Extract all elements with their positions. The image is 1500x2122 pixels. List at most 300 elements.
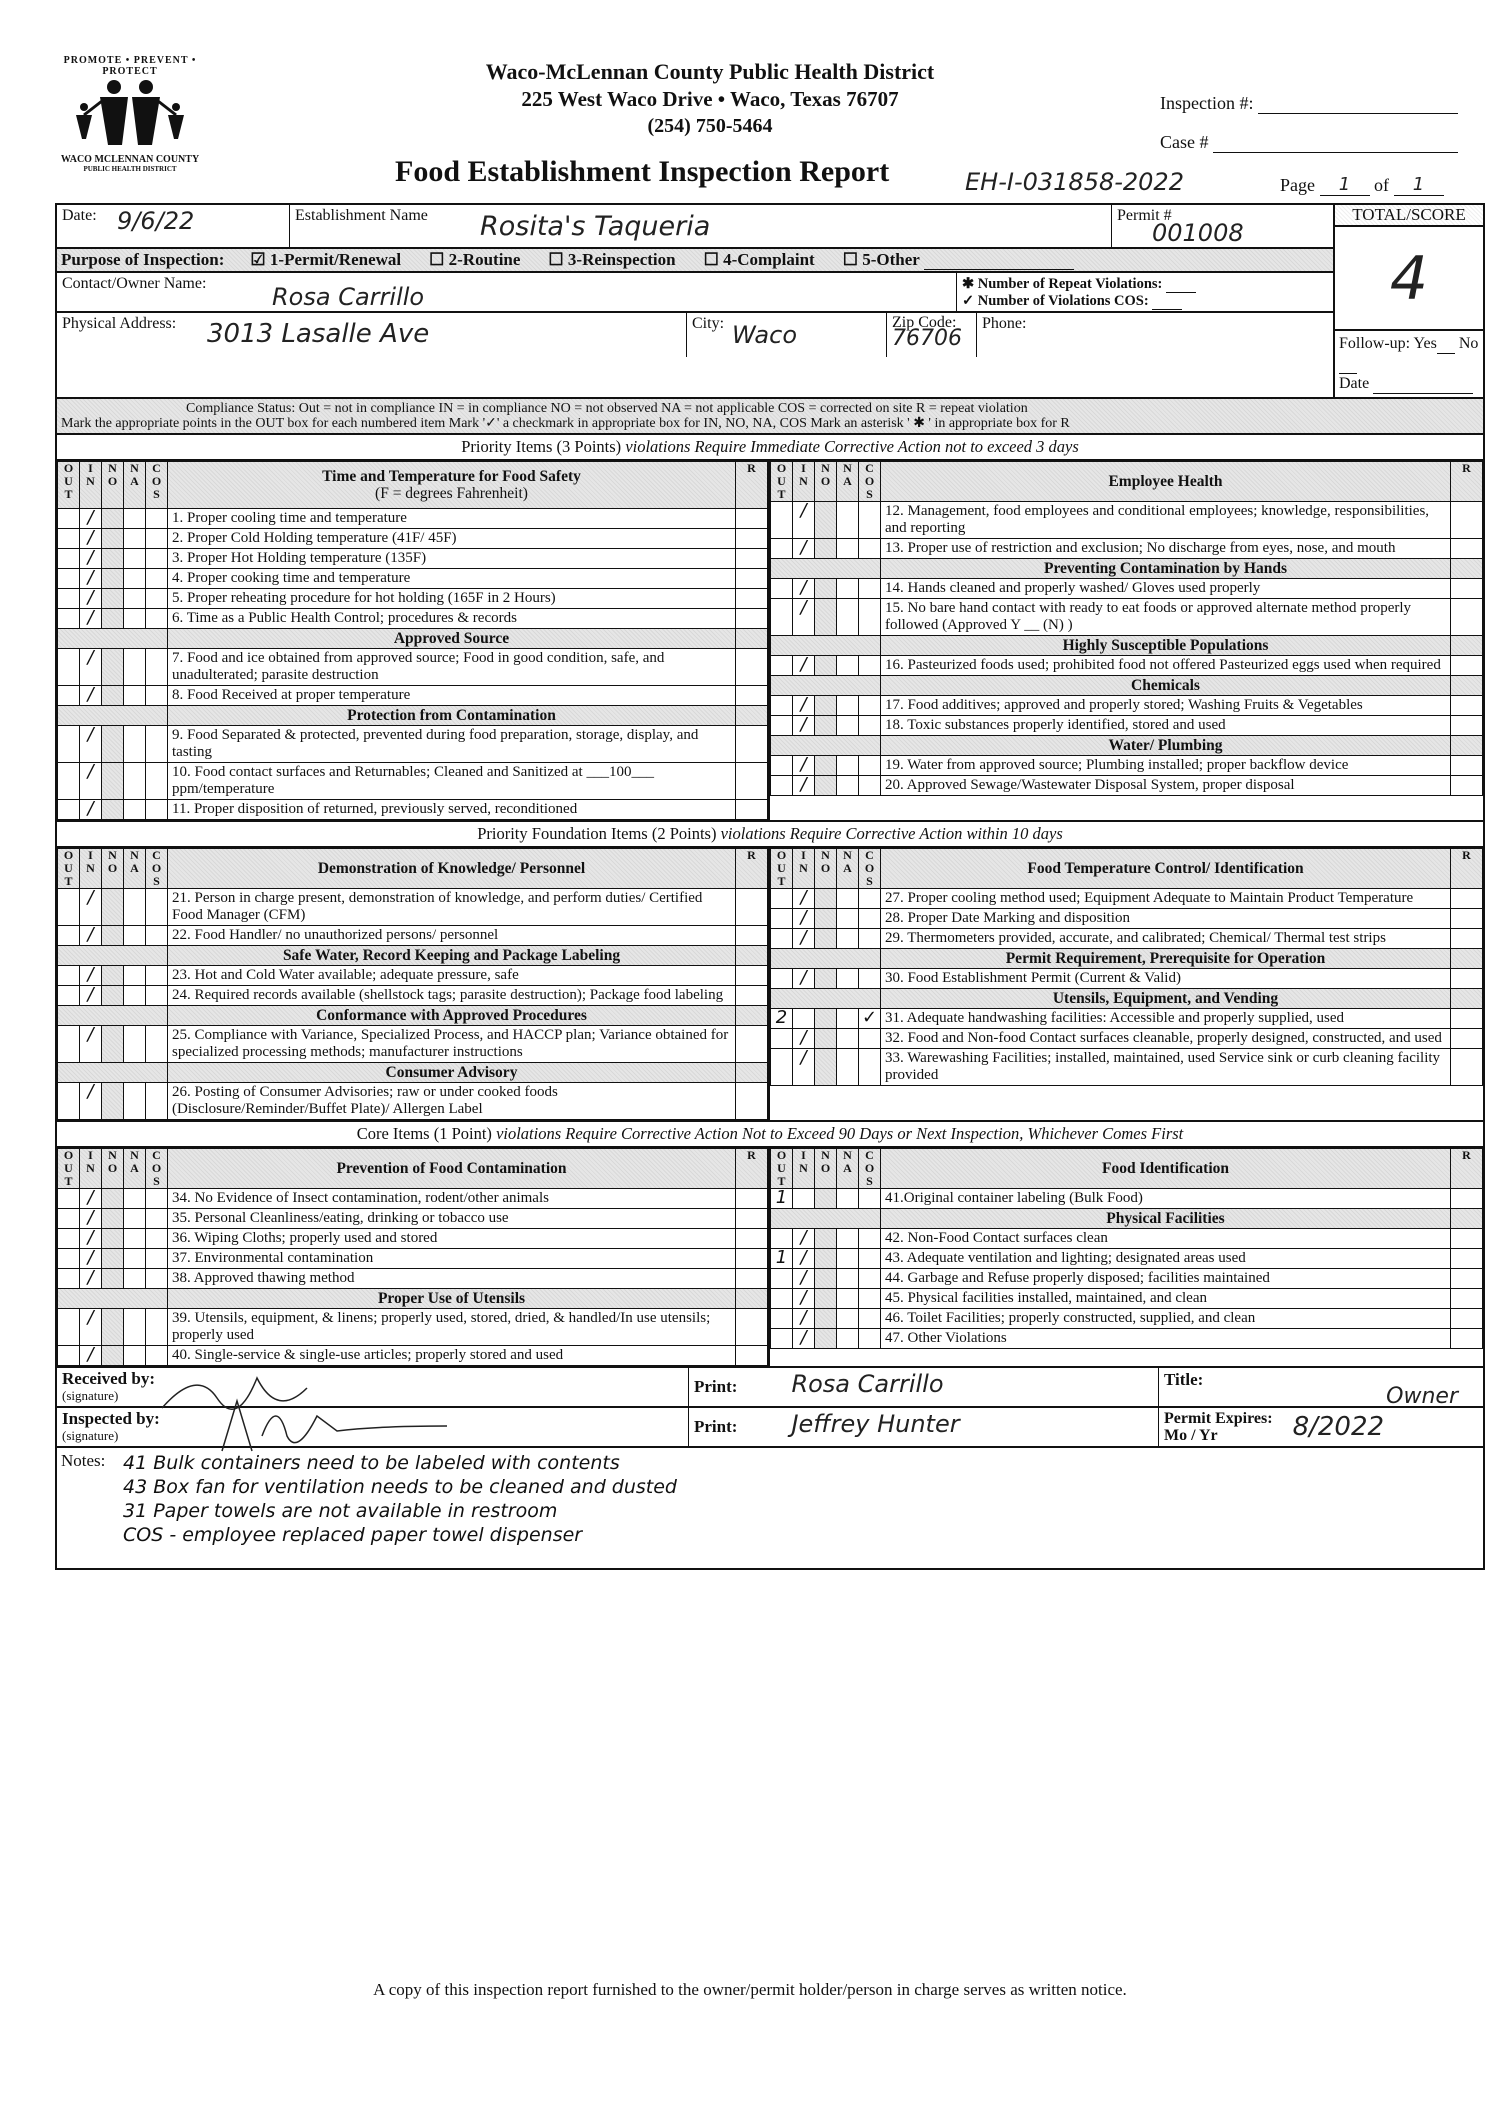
no-cell[interactable] — [815, 579, 837, 599]
na-cell[interactable] — [124, 1026, 146, 1063]
cos-cell[interactable] — [146, 1026, 168, 1063]
repeat-cell[interactable] — [1451, 889, 1483, 909]
no-cell[interactable] — [815, 969, 837, 989]
out-cell[interactable] — [58, 1189, 80, 1209]
out-cell[interactable] — [771, 502, 793, 539]
cos-cell[interactable] — [146, 966, 168, 986]
cos-cell[interactable] — [146, 1249, 168, 1269]
repeat-cell[interactable] — [736, 986, 768, 1006]
out-cell[interactable]: 1 — [771, 1189, 793, 1209]
out-cell[interactable] — [771, 1029, 793, 1049]
in-cell[interactable]: / — [793, 656, 815, 676]
repeat-cell[interactable] — [1451, 1189, 1483, 1209]
no-cell[interactable] — [102, 1249, 124, 1269]
na-cell[interactable] — [124, 726, 146, 763]
cos-cell[interactable] — [146, 1269, 168, 1289]
physical-address-field[interactable] — [57, 313, 687, 357]
in-cell[interactable]: / — [793, 1309, 815, 1329]
na-cell[interactable] — [837, 756, 859, 776]
no-cell[interactable] — [815, 1009, 837, 1029]
out-cell[interactable] — [58, 589, 80, 609]
out-cell[interactable] — [771, 579, 793, 599]
na-cell[interactable] — [837, 929, 859, 949]
in-cell[interactable] — [793, 1189, 815, 1209]
na-cell[interactable] — [124, 889, 146, 926]
no-cell[interactable] — [815, 716, 837, 736]
na-cell[interactable] — [837, 599, 859, 636]
out-cell[interactable] — [58, 609, 80, 629]
repeat-cell[interactable] — [1451, 776, 1483, 796]
cos-cell[interactable] — [859, 599, 881, 636]
checkbox-icon[interactable]: ☐ — [842, 250, 858, 269]
na-cell[interactable] — [837, 656, 859, 676]
no-cell[interactable] — [102, 726, 124, 763]
repeat-cell[interactable] — [1451, 1049, 1483, 1086]
cos-cell[interactable] — [146, 569, 168, 589]
in-cell[interactable]: / — [80, 1189, 102, 1209]
in-cell[interactable]: / — [793, 1229, 815, 1249]
in-cell[interactable]: / — [80, 926, 102, 946]
no-cell[interactable] — [102, 649, 124, 686]
no-cell[interactable] — [815, 539, 837, 559]
no-cell[interactable] — [102, 1269, 124, 1289]
permit-number-field[interactable] — [1112, 205, 1333, 247]
na-cell[interactable] — [837, 909, 859, 929]
follow-up-no[interactable]: No — [1458, 335, 1479, 352]
no-cell[interactable] — [102, 1309, 124, 1346]
cos-cell[interactable] — [859, 969, 881, 989]
repeat-cell[interactable] — [736, 1209, 768, 1229]
title-field[interactable] — [1159, 1368, 1483, 1409]
in-cell[interactable]: / — [793, 539, 815, 559]
out-cell[interactable] — [58, 686, 80, 706]
in-cell[interactable]: / — [793, 1049, 815, 1086]
out-cell[interactable] — [58, 763, 80, 800]
cos-cell[interactable] — [859, 1049, 881, 1086]
cos-cell[interactable] — [859, 1189, 881, 1209]
cos-cell[interactable] — [859, 929, 881, 949]
no-cell[interactable] — [102, 986, 124, 1006]
out-cell[interactable]: 1 — [771, 1249, 793, 1269]
checkbox-icon[interactable]: ☐ — [429, 250, 445, 269]
follow-up-yes[interactable]: Yes — [1413, 335, 1437, 352]
in-cell[interactable]: / — [793, 579, 815, 599]
permit-expires-field[interactable] — [1159, 1408, 1483, 1446]
no-cell[interactable] — [102, 549, 124, 569]
zip-code-field[interactable] — [887, 313, 977, 357]
repeat-cell[interactable] — [1451, 539, 1483, 559]
na-cell[interactable] — [837, 1189, 859, 1209]
cos-cell[interactable] — [859, 756, 881, 776]
no-cell[interactable] — [815, 889, 837, 909]
cos-cell[interactable] — [859, 776, 881, 796]
repeat-cell[interactable] — [736, 926, 768, 946]
na-cell[interactable] — [124, 1309, 146, 1346]
in-cell[interactable]: / — [793, 1289, 815, 1309]
cos-cell[interactable] — [146, 609, 168, 629]
cos-cell[interactable] — [859, 1229, 881, 1249]
cos-cell[interactable] — [146, 589, 168, 609]
repeat-cell[interactable] — [1451, 1329, 1483, 1349]
na-cell[interactable] — [124, 1249, 146, 1269]
checkbox-checked-icon[interactable]: ☑ — [250, 250, 266, 269]
repeat-cell[interactable] — [736, 966, 768, 986]
out-cell[interactable] — [58, 1269, 80, 1289]
no-cell[interactable] — [815, 696, 837, 716]
cos-cell[interactable] — [146, 529, 168, 549]
out-cell[interactable] — [58, 509, 80, 529]
in-cell[interactable]: / — [80, 509, 102, 529]
cos-cell[interactable] — [859, 716, 881, 736]
out-cell[interactable] — [771, 696, 793, 716]
na-cell[interactable] — [124, 1083, 146, 1120]
repeat-cell[interactable] — [1451, 1249, 1483, 1269]
cos-cell[interactable] — [146, 986, 168, 1006]
out-cell[interactable] — [58, 1346, 80, 1366]
no-cell[interactable] — [815, 656, 837, 676]
repeat-cell[interactable] — [1451, 1229, 1483, 1249]
in-cell[interactable]: / — [80, 1083, 102, 1120]
no-cell[interactable] — [102, 889, 124, 926]
out-cell[interactable] — [58, 529, 80, 549]
purpose-option-routine[interactable] — [429, 250, 520, 270]
na-cell[interactable] — [837, 539, 859, 559]
in-cell[interactable]: / — [793, 909, 815, 929]
out-cell[interactable] — [58, 986, 80, 1006]
cos-cell[interactable] — [859, 889, 881, 909]
out-cell[interactable] — [58, 1026, 80, 1063]
no-cell[interactable] — [102, 686, 124, 706]
na-cell[interactable] — [124, 1346, 146, 1366]
na-cell[interactable] — [837, 969, 859, 989]
cos-cell[interactable] — [859, 909, 881, 929]
in-cell[interactable]: / — [80, 889, 102, 926]
no-cell[interactable] — [815, 1049, 837, 1086]
na-cell[interactable] — [837, 1229, 859, 1249]
cos-cell[interactable] — [146, 889, 168, 926]
repeat-cell[interactable] — [736, 569, 768, 589]
cos-cell[interactable] — [146, 686, 168, 706]
cos-cell[interactable] — [859, 1269, 881, 1289]
cos-cell[interactable] — [146, 1209, 168, 1229]
in-cell[interactable]: / — [793, 929, 815, 949]
cos-cell[interactable] — [859, 1289, 881, 1309]
no-cell[interactable] — [102, 926, 124, 946]
na-cell[interactable] — [837, 1309, 859, 1329]
repeat-cell[interactable] — [736, 509, 768, 529]
out-cell[interactable] — [771, 756, 793, 776]
out-cell[interactable] — [58, 800, 80, 820]
out-cell[interactable] — [771, 1049, 793, 1086]
purpose-option-reinspection[interactable] — [548, 250, 675, 270]
in-cell[interactable]: / — [80, 609, 102, 629]
no-cell[interactable] — [102, 1346, 124, 1366]
no-cell[interactable] — [815, 1229, 837, 1249]
cos-cell[interactable] — [146, 726, 168, 763]
na-cell[interactable] — [124, 1269, 146, 1289]
in-cell[interactable]: / — [793, 716, 815, 736]
repeat-cell[interactable] — [736, 1249, 768, 1269]
no-cell[interactable] — [102, 1026, 124, 1063]
in-cell[interactable]: / — [80, 800, 102, 820]
repeat-cell[interactable] — [736, 1229, 768, 1249]
repeat-cell[interactable] — [736, 686, 768, 706]
no-cell[interactable] — [815, 1329, 837, 1349]
repeat-cell[interactable] — [1451, 1269, 1483, 1289]
out-cell[interactable] — [58, 649, 80, 686]
in-cell[interactable]: / — [80, 529, 102, 549]
repeat-cell[interactable] — [1451, 1029, 1483, 1049]
repeat-cell[interactable] — [736, 800, 768, 820]
cos-cell[interactable] — [859, 1249, 881, 1269]
out-cell[interactable] — [771, 929, 793, 949]
establishment-name-field[interactable] — [290, 205, 1112, 247]
na-cell[interactable] — [124, 509, 146, 529]
no-cell[interactable] — [102, 1229, 124, 1249]
no-cell[interactable] — [815, 776, 837, 796]
cos-cell[interactable] — [146, 1309, 168, 1346]
out-cell[interactable] — [58, 726, 80, 763]
in-cell[interactable]: / — [80, 1026, 102, 1063]
na-cell[interactable] — [124, 763, 146, 800]
na-cell[interactable] — [837, 889, 859, 909]
repeat-cell[interactable] — [1451, 656, 1483, 676]
in-cell[interactable]: / — [80, 1309, 102, 1346]
out-cell[interactable] — [58, 889, 80, 926]
no-cell[interactable] — [815, 1289, 837, 1309]
repeat-cell[interactable] — [1451, 1309, 1483, 1329]
in-cell[interactable]: / — [793, 889, 815, 909]
repeat-cell[interactable] — [1451, 969, 1483, 989]
na-cell[interactable] — [124, 589, 146, 609]
out-cell[interactable] — [771, 889, 793, 909]
out-cell[interactable] — [58, 1249, 80, 1269]
in-cell[interactable]: / — [793, 1269, 815, 1289]
repeat-cell[interactable] — [736, 1269, 768, 1289]
cos-cell[interactable] — [859, 656, 881, 676]
checkbox-icon[interactable]: ☐ — [703, 250, 719, 269]
na-cell[interactable] — [837, 776, 859, 796]
na-cell[interactable] — [124, 1209, 146, 1229]
cos-cell[interactable] — [146, 926, 168, 946]
repeat-cell[interactable] — [736, 1083, 768, 1120]
cos-cell[interactable] — [146, 649, 168, 686]
inspected-by-print[interactable] — [689, 1408, 1159, 1446]
repeat-cell[interactable] — [736, 649, 768, 686]
cos-cell[interactable]: ✓ — [859, 1009, 881, 1029]
in-cell[interactable]: / — [80, 1229, 102, 1249]
cos-cell[interactable] — [859, 1309, 881, 1329]
na-cell[interactable] — [837, 1289, 859, 1309]
out-cell[interactable]: 2 — [771, 1009, 793, 1029]
in-cell[interactable]: / — [793, 1029, 815, 1049]
follow-up-date-field[interactable] — [1373, 393, 1473, 394]
no-cell[interactable] — [102, 1083, 124, 1120]
purpose-option-permit-renewal[interactable] — [250, 250, 401, 270]
na-cell[interactable] — [124, 686, 146, 706]
repeat-cell[interactable] — [1451, 929, 1483, 949]
cos-cell[interactable] — [146, 509, 168, 529]
na-cell[interactable] — [837, 716, 859, 736]
notes-section[interactable] — [57, 1448, 1483, 1568]
repeat-cell[interactable] — [1451, 716, 1483, 736]
repeat-cell[interactable] — [736, 1189, 768, 1209]
cos-cell[interactable] — [859, 1029, 881, 1049]
na-cell[interactable] — [837, 1329, 859, 1349]
na-cell[interactable] — [124, 569, 146, 589]
phone-field[interactable] — [977, 313, 1177, 357]
cos-cell[interactable] — [859, 1329, 881, 1349]
repeat-cell[interactable] — [1451, 696, 1483, 716]
na-cell[interactable] — [124, 1229, 146, 1249]
no-cell[interactable] — [102, 763, 124, 800]
na-cell[interactable] — [837, 1009, 859, 1029]
cos-cell[interactable] — [146, 800, 168, 820]
out-cell[interactable] — [58, 1209, 80, 1229]
repeat-cell[interactable] — [1451, 502, 1483, 539]
na-cell[interactable] — [837, 1249, 859, 1269]
in-cell[interactable]: / — [80, 1209, 102, 1229]
repeat-cell[interactable] — [736, 763, 768, 800]
na-cell[interactable] — [837, 1269, 859, 1289]
na-cell[interactable] — [124, 609, 146, 629]
out-cell[interactable] — [771, 1289, 793, 1309]
date-field[interactable] — [57, 205, 290, 247]
cos-cell[interactable] — [146, 1189, 168, 1209]
cos-cell[interactable] — [859, 502, 881, 539]
in-cell[interactable]: / — [80, 986, 102, 1006]
no-cell[interactable] — [102, 800, 124, 820]
na-cell[interactable] — [124, 800, 146, 820]
no-cell[interactable] — [102, 569, 124, 589]
na-cell[interactable] — [124, 986, 146, 1006]
na-cell[interactable] — [837, 1029, 859, 1049]
repeat-cell[interactable] — [736, 1309, 768, 1346]
repeat-cell[interactable] — [736, 1026, 768, 1063]
repeat-cell[interactable] — [736, 529, 768, 549]
received-by-print[interactable] — [689, 1368, 1159, 1406]
na-cell[interactable] — [124, 549, 146, 569]
in-cell[interactable]: / — [793, 502, 815, 539]
repeat-cell[interactable] — [736, 609, 768, 629]
repeat-cell[interactable] — [1451, 579, 1483, 599]
out-cell[interactable] — [771, 656, 793, 676]
in-cell[interactable]: / — [80, 686, 102, 706]
in-cell[interactable]: / — [80, 549, 102, 569]
repeat-cell[interactable] — [1451, 756, 1483, 776]
cos-cell[interactable] — [859, 539, 881, 559]
in-cell[interactable]: / — [80, 1346, 102, 1366]
repeat-cell[interactable] — [1451, 1009, 1483, 1029]
no-cell[interactable] — [102, 529, 124, 549]
cos-cell[interactable] — [859, 579, 881, 599]
cos-cell[interactable] — [146, 549, 168, 569]
repeat-cell[interactable] — [736, 1346, 768, 1366]
contact-owner-field[interactable] — [57, 273, 957, 311]
cos-cell[interactable] — [146, 763, 168, 800]
in-cell[interactable]: / — [793, 696, 815, 716]
out-cell[interactable] — [58, 549, 80, 569]
no-cell[interactable] — [102, 1189, 124, 1209]
in-cell[interactable]: / — [80, 1269, 102, 1289]
repeat-cell[interactable] — [736, 589, 768, 609]
in-cell[interactable]: / — [80, 649, 102, 686]
out-cell[interactable] — [58, 569, 80, 589]
na-cell[interactable] — [124, 966, 146, 986]
repeat-cell[interactable] — [736, 726, 768, 763]
purpose-option-complaint[interactable] — [704, 250, 815, 270]
in-cell[interactable] — [793, 1009, 815, 1029]
no-cell[interactable] — [815, 1249, 837, 1269]
out-cell[interactable] — [771, 776, 793, 796]
out-cell[interactable] — [58, 926, 80, 946]
case-number-field[interactable] — [1213, 135, 1458, 153]
out-cell[interactable] — [771, 1309, 793, 1329]
repeat-cell[interactable] — [1451, 1289, 1483, 1309]
in-cell[interactable]: / — [793, 1329, 815, 1349]
na-cell[interactable] — [124, 649, 146, 686]
na-cell[interactable] — [837, 696, 859, 716]
in-cell[interactable]: / — [80, 589, 102, 609]
no-cell[interactable] — [815, 756, 837, 776]
out-cell[interactable] — [771, 539, 793, 559]
out-cell[interactable] — [58, 966, 80, 986]
in-cell[interactable]: / — [80, 569, 102, 589]
in-cell[interactable]: / — [80, 1249, 102, 1269]
na-cell[interactable] — [124, 529, 146, 549]
out-cell[interactable] — [771, 1229, 793, 1249]
in-cell[interactable]: / — [793, 756, 815, 776]
no-cell[interactable] — [815, 1029, 837, 1049]
no-cell[interactable] — [102, 1209, 124, 1229]
out-cell[interactable] — [771, 599, 793, 636]
no-cell[interactable] — [815, 502, 837, 539]
in-cell[interactable]: / — [80, 966, 102, 986]
out-cell[interactable] — [771, 1329, 793, 1349]
no-cell[interactable] — [815, 929, 837, 949]
in-cell[interactable]: / — [80, 763, 102, 800]
repeat-cell[interactable] — [1451, 909, 1483, 929]
out-cell[interactable] — [771, 716, 793, 736]
out-cell[interactable] — [771, 909, 793, 929]
out-cell[interactable] — [58, 1229, 80, 1249]
cos-cell[interactable] — [146, 1083, 168, 1120]
out-cell[interactable] — [771, 1269, 793, 1289]
out-cell[interactable] — [58, 1309, 80, 1346]
city-field[interactable] — [687, 313, 887, 357]
in-cell[interactable]: / — [793, 776, 815, 796]
na-cell[interactable] — [837, 1049, 859, 1086]
na-cell[interactable] — [837, 579, 859, 599]
repeat-cell[interactable] — [1451, 599, 1483, 636]
no-cell[interactable] — [102, 966, 124, 986]
no-cell[interactable] — [815, 599, 837, 636]
out-cell[interactable] — [771, 969, 793, 989]
out-cell[interactable] — [58, 1083, 80, 1120]
no-cell[interactable] — [815, 1189, 837, 1209]
inspected-by-signature[interactable] — [57, 1408, 689, 1446]
in-cell[interactable]: / — [80, 726, 102, 763]
in-cell[interactable]: / — [793, 1249, 815, 1269]
checkbox-icon[interactable]: ☐ — [548, 250, 564, 269]
in-cell[interactable]: / — [793, 969, 815, 989]
cos-cell[interactable] — [146, 1229, 168, 1249]
no-cell[interactable] — [815, 1309, 837, 1329]
na-cell[interactable] — [124, 926, 146, 946]
no-cell[interactable] — [815, 909, 837, 929]
repeat-cell[interactable] — [736, 889, 768, 926]
in-cell[interactable]: / — [793, 599, 815, 636]
